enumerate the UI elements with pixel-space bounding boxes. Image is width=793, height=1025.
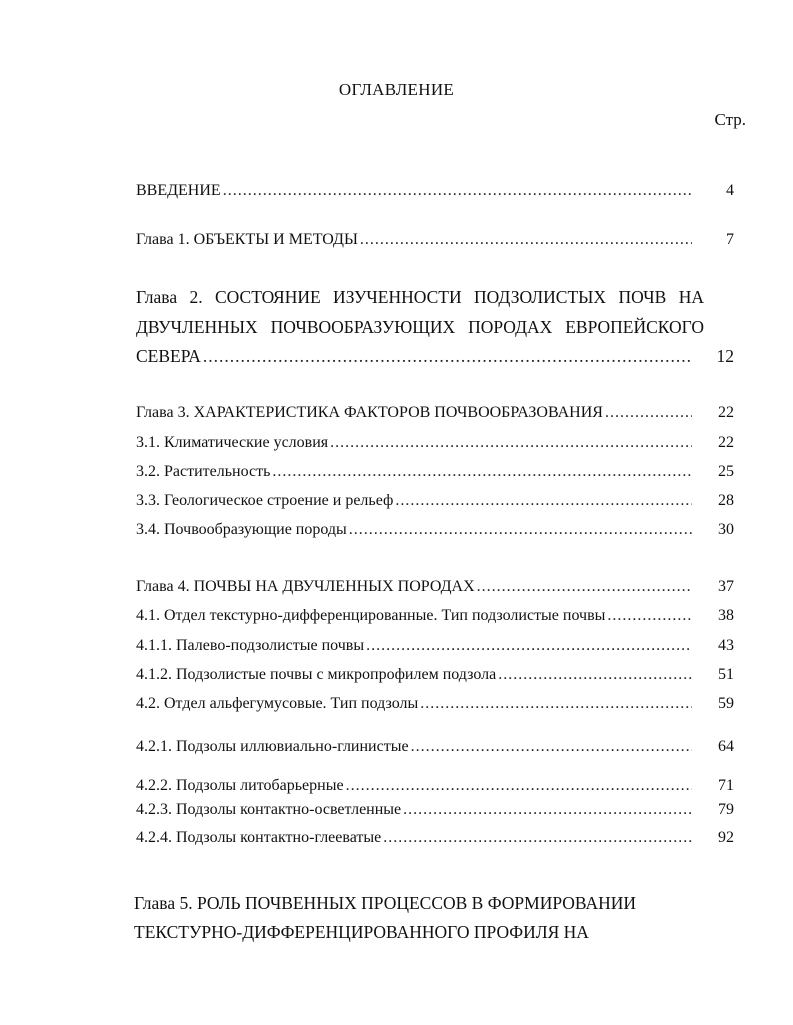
toc-entry-section-4-1-1 bbox=[136, 637, 734, 659]
toc-entry-chapter-3 bbox=[136, 404, 734, 426]
toc-entry-title: 4.1. Отдел текстурно-дифференцированные. Тип подзолистые почвы bbox=[136, 607, 606, 624]
toc-entry-title: 4.2.1. Подзолы иллювиально-глинистые bbox=[136, 738, 409, 755]
toc-entry-page: 30 bbox=[718, 521, 734, 538]
toc-entry-section-4-2-2 bbox=[136, 777, 734, 799]
dot-leader bbox=[403, 801, 692, 819]
dot-leader bbox=[411, 738, 692, 756]
toc-entry-title: 3.3. Геологическое строение и рельеф bbox=[136, 492, 394, 509]
dot-leader bbox=[420, 695, 692, 713]
toc-entry-page: 38 bbox=[718, 607, 734, 624]
toc-entry-chapter-4 bbox=[136, 578, 734, 600]
toc-entry-title: 4.2.4. Подзолы контактно-глееватые bbox=[136, 829, 382, 846]
toc-entry-section-4-2 bbox=[136, 695, 734, 717]
toc-entry-section-3-3 bbox=[136, 492, 734, 514]
dot-leader bbox=[605, 404, 692, 422]
toc-entry-chapter-1 bbox=[136, 231, 734, 253]
toc-entry-page: 59 bbox=[718, 695, 734, 712]
toc-entry-chapter-2-line-1: Глава 2. СОСТОЯНИЕ ИЗУЧЕННОСТИ ПОДЗОЛИСТЫХ ПОЧВ НА bbox=[136, 287, 704, 307]
toc-entry-title: 3.1. Климатические условия bbox=[136, 434, 329, 451]
dot-leader bbox=[366, 637, 692, 655]
dot-leader bbox=[272, 463, 692, 481]
toc-entry-title: 4.1.1. Палево-подзолистые почвы bbox=[136, 637, 365, 654]
toc-entry-page: 25 bbox=[718, 463, 734, 480]
toc-entry-title: Глава 4. ПОЧВЫ НА ДВУЧЛЕННЫХ ПОРОДАХ bbox=[136, 578, 475, 595]
toc-entry-title: ВВЕДЕНИЕ bbox=[136, 182, 221, 199]
toc-entry-title: 4.2.2. Подзолы литобарьерные bbox=[136, 777, 344, 794]
toc-entry-title: 4.2.3. Подзолы контактно-осветленные bbox=[136, 801, 402, 818]
dot-leader bbox=[607, 607, 692, 625]
toc-entry-title: Глава 3. ХАРАКТЕРИСТИКА ФАКТОРОВ ПОЧВООБРАЗОВАНИЯ bbox=[136, 404, 603, 421]
page-column-label: Стр. bbox=[714, 110, 746, 129]
toc-entry-page: 4 bbox=[726, 182, 734, 199]
toc-entry-chapter-5-line-1: Глава 5. РОЛЬ ПОЧВЕННЫХ ПРОЦЕССОВ В ФОРМИРОВАНИИ bbox=[134, 893, 637, 913]
toc-entry-title: 4.2. Отдел альфегумусовые. Тип подзолы bbox=[136, 695, 419, 712]
toc-entry-introduction bbox=[136, 182, 734, 204]
dot-leader bbox=[395, 492, 692, 510]
dot-leader bbox=[330, 434, 692, 452]
toc-entry-title: Глава 1. ОБЪЕКТЫ И МЕТОДЫ bbox=[136, 231, 358, 248]
toc-entry-title: СЕВЕРА bbox=[136, 346, 201, 366]
toc-entry-chapter-2-line-3 bbox=[136, 346, 734, 368]
toc-entry-page: 43 bbox=[718, 637, 734, 654]
dot-leader bbox=[477, 578, 692, 596]
toc-entry-title: 3.2. Растительность bbox=[136, 463, 271, 480]
toc-entry-chapter-5-line-2: ТЕКСТУРНО-ДИФФЕРЕНЦИРОВАННОГО ПРОФИЛЯ НА bbox=[134, 922, 589, 942]
toc-entry-page: 71 bbox=[718, 777, 734, 794]
toc-entry-page: 22 bbox=[718, 434, 734, 451]
toc-entry-section-4-2-3 bbox=[136, 801, 734, 823]
toc-entry-section-4-2-1 bbox=[136, 738, 734, 760]
toc-entry-page: 92 bbox=[718, 829, 734, 846]
dot-leader bbox=[346, 777, 692, 795]
dot-leader bbox=[360, 231, 692, 249]
toc-entry-section-3-4 bbox=[136, 521, 734, 543]
dot-leader bbox=[203, 346, 692, 367]
toc-entry-section-3-2 bbox=[136, 463, 734, 485]
dot-leader bbox=[223, 182, 692, 200]
toc-entry-page: 37 bbox=[718, 578, 734, 595]
toc-entry-section-3-1 bbox=[136, 434, 734, 456]
page-title: ОГЛАВЛЕНИЕ bbox=[338, 80, 455, 99]
toc-entry-section-4-2-4 bbox=[136, 829, 734, 851]
toc-entry-page: 28 bbox=[718, 492, 734, 509]
toc-entry-title: 4.1.2. Подзолистые почвы с микропрофилем подзола bbox=[136, 666, 497, 683]
dot-leader bbox=[498, 666, 692, 684]
dot-leader bbox=[349, 521, 692, 539]
toc-entry-section-4-1 bbox=[136, 607, 734, 629]
toc-entry-page: 12 bbox=[716, 346, 734, 366]
toc-entry-page: 64 bbox=[718, 738, 734, 755]
toc-entry-page: 51 bbox=[718, 666, 734, 683]
toc-entry-chapter-2-line-2: ДВУЧЛЕННЫХ ПОЧВООБРАЗУЮЩИХ ПОРОДАХ ЕВРОПЕЙСКОГО bbox=[136, 317, 704, 337]
toc-entry-title: 3.4. Почвообразующие породы bbox=[136, 521, 347, 538]
toc-entry-page: 79 bbox=[718, 801, 734, 818]
toc-entry-page: 22 bbox=[718, 404, 734, 421]
dot-leader bbox=[383, 829, 692, 847]
toc-entry-page: 7 bbox=[726, 231, 734, 248]
toc-entry-section-4-1-2 bbox=[136, 666, 734, 688]
